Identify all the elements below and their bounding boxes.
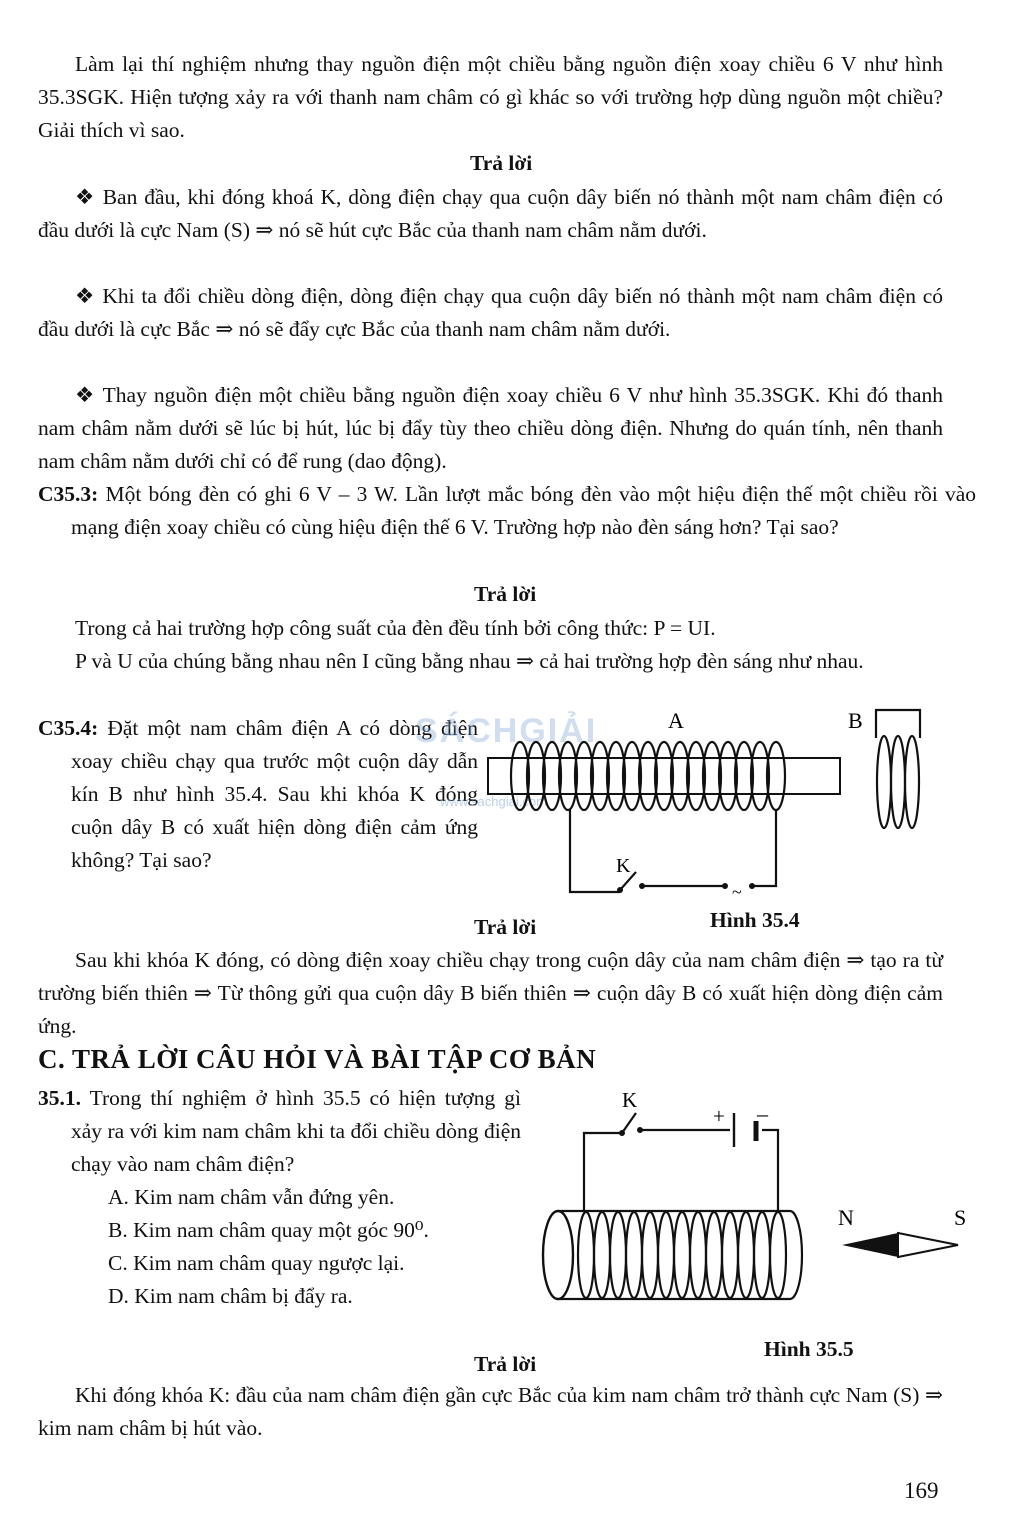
fig354-label-a: A: [668, 708, 684, 733]
fig355-label-n: N: [838, 1205, 854, 1230]
c353-question-text: Một bóng đèn có ghi 6 V – 3 W. Lần lượt mắc bóng đèn vào một hiệu điện thế một chiều rồi vào mạng điện xoay chiều có cùng hiệu điện thế 6 V. Trường hợp nào đèn sáng hơn? Tại sao?: [71, 482, 976, 539]
c354-question-text: Đặt một nam châm điện A có dòng điện xoay chiều chạy qua trước một cuộn dây dẫn kín B như hình 35.4. Sau khi khóa K đóng cuộn dây B có xuất hiện dòng điện cảm ứng không? Tại sao?: [71, 716, 478, 872]
fig354-label-k: K: [616, 855, 631, 877]
fig355-caption: Hình 35.5: [764, 1337, 854, 1361]
watermark-brand: SÁCHGIẢI: [415, 712, 598, 750]
c353-label: C35.3:: [38, 482, 99, 506]
fig355-label-k: K: [622, 1088, 638, 1112]
fig355-wire: [584, 1130, 778, 1217]
fig355-minus: –: [757, 1101, 768, 1126]
fig354-core: [488, 758, 840, 794]
c353-answer-line-2: P và U của chúng bằng nhau nên I cũng bằng nhau ⇒ cả hai trường hợp đèn sáng như nhau.: [75, 649, 864, 673]
fig354-ac-symbol: ~: [732, 882, 742, 900]
c354-label: C35.4:: [38, 716, 99, 740]
q351-option-a: A. Kim nam châm vẫn đứng yên.: [108, 1185, 395, 1209]
q351-option-c: C. Kim nam châm quay ngược lại.: [108, 1251, 405, 1275]
watermark-url: www.sachgiai.com: [440, 794, 547, 809]
fig355-needle-north: [842, 1233, 898, 1257]
figure-35-4: [480, 700, 950, 900]
answer1-bullet-2: ❖ Khi ta đổi chiều dòng điện, dòng điện chạy qua cuộn dây biến nó thành một nam châm điện có đầu dưới là cực Bắc ⇒ nó sẽ đẩy cực Bắc của thanh nam châm nằm dưới.: [38, 284, 943, 341]
fig354-coil-b: [876, 710, 920, 738]
fig354-wire: [570, 810, 776, 892]
c353-answer-line-1: Trong cả hai trường hợp công suất của đèn đều tính bởi công thức: P = UI.: [75, 616, 716, 640]
q351-option-b: B. Kim nam châm quay một góc 90⁰.: [108, 1218, 429, 1242]
q351-answer: Khi đóng khóa K: đầu của nam châm điện gần cực Bắc của kim nam châm trở thành cực Nam (S) ⇒ kim nam châm bị hút vào.: [38, 1383, 943, 1440]
q351-option-d: D. Kim nam châm bị đẩy ra.: [108, 1284, 353, 1308]
fig355-switch: [622, 1113, 636, 1133]
page-number: 169: [904, 1478, 939, 1503]
answer-heading-3: Trả lời: [474, 915, 537, 939]
answer-heading-2: Trả lời: [474, 582, 537, 606]
q351-question: [38, 1082, 521, 1313]
section-c-title: C. TRẢ LỜI CÂU HỎI VÀ BÀI TẬP CƠ BẢN: [38, 1044, 597, 1074]
answer-heading-4: Trả lời: [474, 1352, 537, 1376]
q351-label: 35.1.: [38, 1086, 81, 1110]
intro-paragraph: Làm lại thí nghiệm nhưng thay nguồn điện một chiều bằng nguồn điện xoay chiều 6 V như hình 35.3SGK. Hiện tượng xảy ra với thanh nam châm có gì khác so với trường hợp dùng nguồn một chiều? Giải thích vì sao.: [38, 52, 943, 142]
fig355-label-s: S: [954, 1205, 967, 1230]
fig355-needle-south: [898, 1233, 958, 1257]
c353-question: [38, 478, 976, 544]
c354-question: [38, 712, 478, 877]
figure-35-5: [530, 1085, 980, 1325]
fig354-label-b: B: [848, 708, 863, 733]
answer-heading-1: Trả lời: [470, 151, 533, 175]
answer1-bullet-1: ❖ Ban đầu, khi đóng khoá K, dòng điện chạy qua cuộn dây biến nó thành một nam châm điện có đầu dưới là cực Nam (S) ⇒ nó sẽ hút cực Bắc của thanh nam châm nằm dưới.: [38, 185, 943, 242]
fig354-caption: Hình 35.4: [710, 908, 800, 932]
c354-answer: Sau khi khóa K đóng, có dòng điện xoay chiều chạy trong cuộn dây của nam châm điện ⇒ tạo ra từ trường biến thiên ⇒ Từ thông gửi qua cuộn dây B biến thiên ⇒ cuộn dây B có xuất hiện dòng điện cảm ứng.: [38, 948, 943, 1038]
fig355-plus: +: [713, 1104, 725, 1128]
q351-question-text: Trong thí nghiệm ở hình 35.5 có hiện tượng gì xảy ra với kim nam châm khi ta đổi chiều dòng điện chạy vào nam châm điện?: [71, 1086, 521, 1176]
answer1-bullet-3: ❖ Thay nguồn điện một chiều bằng nguồn điện xoay chiều 6 V như hình 35.3SGK. Khi đó thanh nam châm nằm dưới sẽ lúc bị hút, lúc bị đẩy tùy theo chiều dòng điện. Nhưng do quán tính, nên thanh nam châm nằm dưới chỉ có để rung (dao động).: [38, 383, 943, 473]
